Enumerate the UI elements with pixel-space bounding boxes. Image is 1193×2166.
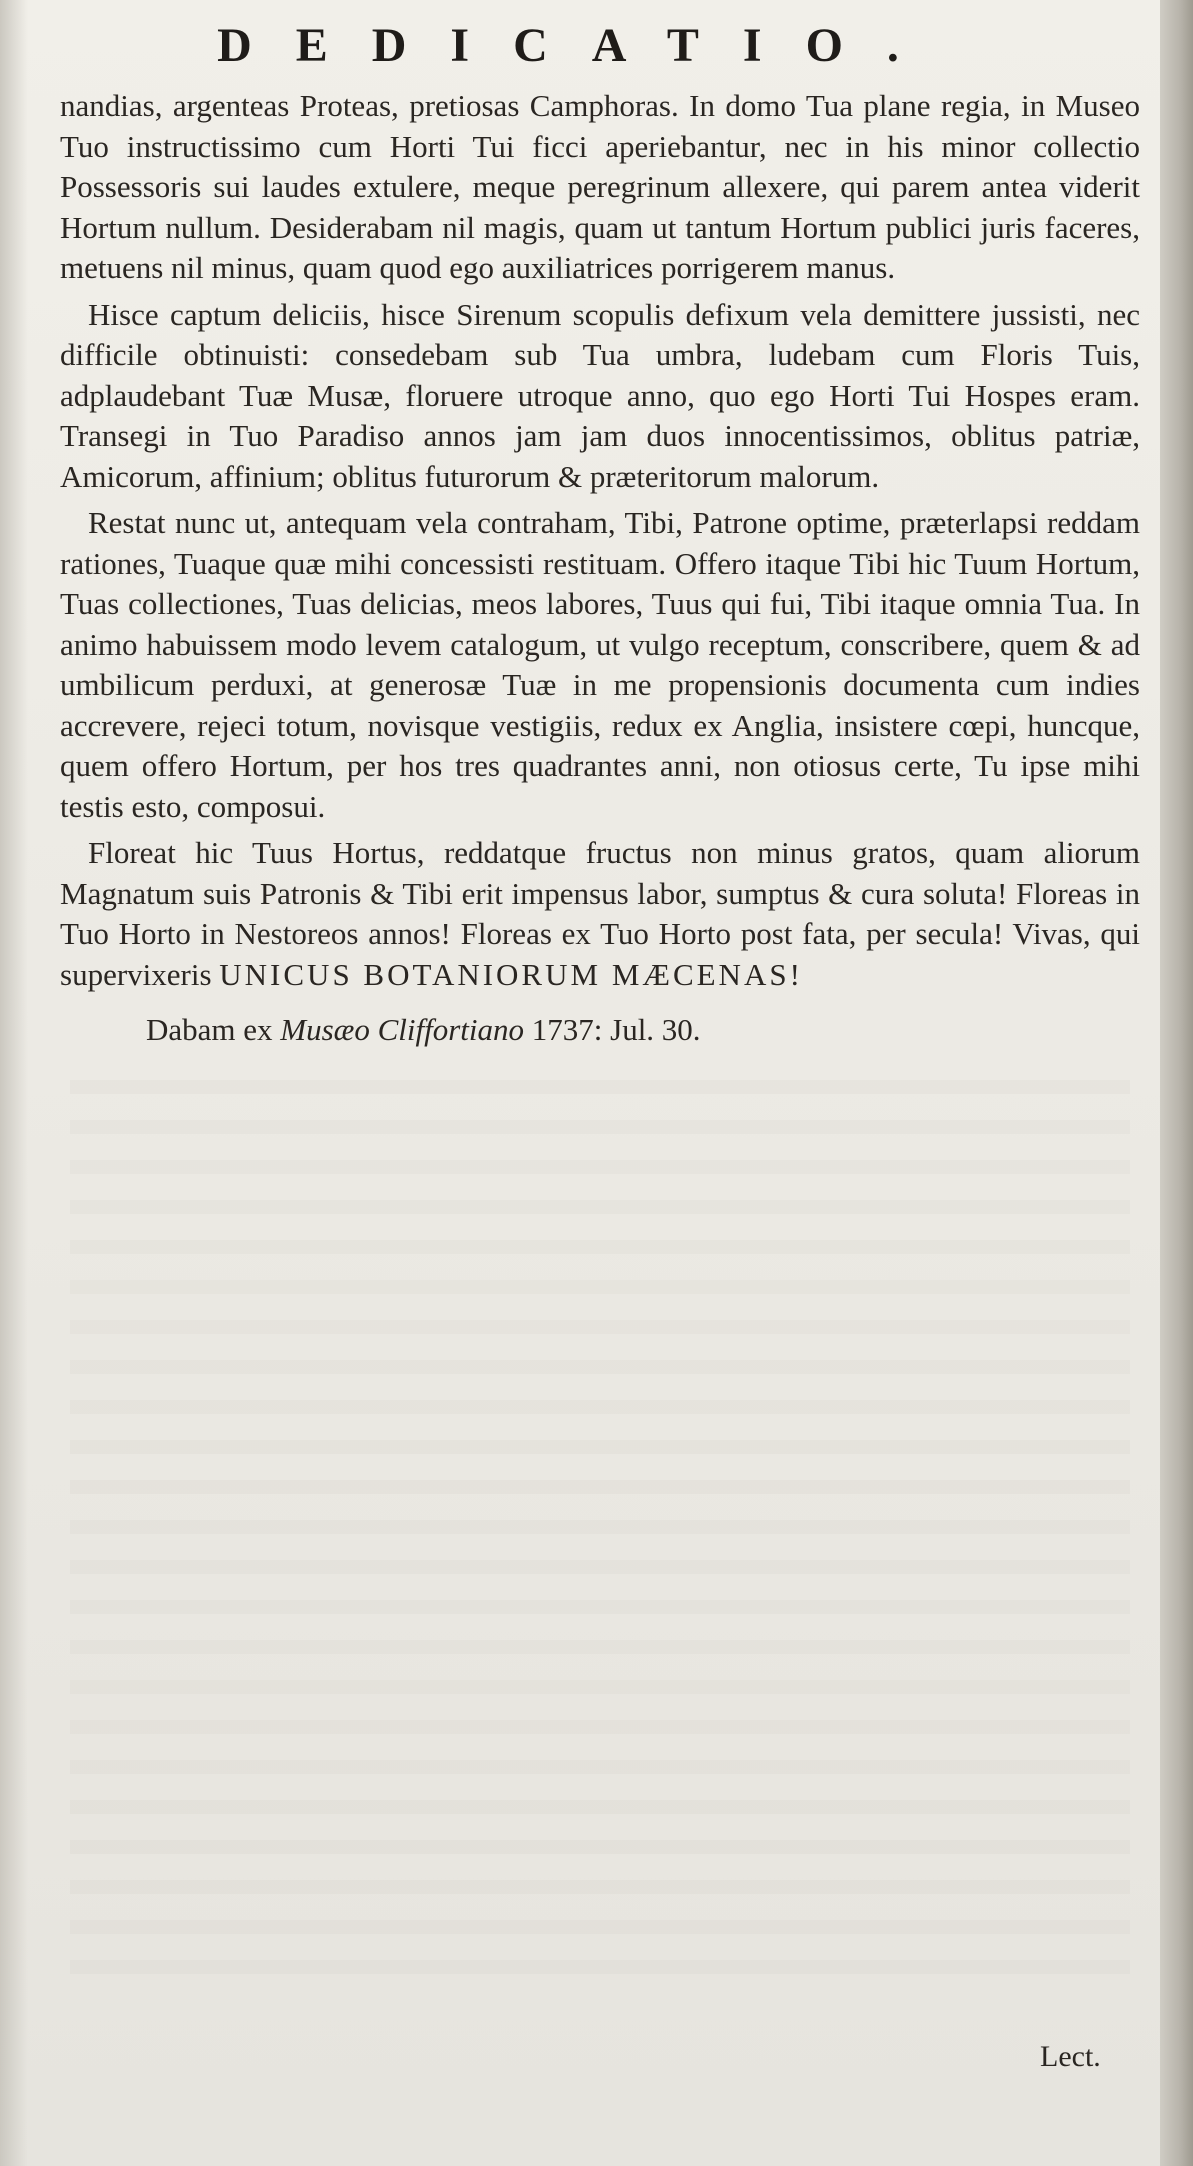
paragraph-2: Hisce captum deliciis, hisce Sirenum scopulis defixum vela demittere jussisti, nec difficile obtinuisti: consedebam sub Tua umbra, ludebam cum Floris Tuis, adplaudebant Tuæ Musæ, floruere utroque anno, quo ego Horti Tui Hospes eram. Transegi in Tuo Paradiso annos jam jam duos innocentissimos, oblitus patriæ, Amicorum, affinium; oblitus futurorum & præteritorum malorum. [60,296,1140,494]
closing-phrase: UNICUS BOTANIORUM MÆCENAS! [219,956,803,992]
catchword: Lect. [1040,2040,1101,2073]
dedication-body [60,86,1140,995]
paragraph-4-text: Floreat hic Tuus Hortus, reddatque fructus non minus gratos, quam aliorum Magnatum suis Patronis & Tibi erit impensus labor, sumptus & cura soluta! Floreas in Tuo Horto in Nestoreos annos! Floreas ex Tuo Horto post fata, per secula! Vivas, qui supervixeris [60,835,1140,992]
paragraph-4 [60,833,1140,995]
show-through-text [70,1080,1130,1980]
gutter-shadow [0,0,28,2166]
page-edge [1160,0,1193,2166]
dating-prefix: Dabam ex [146,1012,273,1047]
dating-place: Musæo Cliffortiano [280,1012,525,1047]
page-title: DEDICATIO. [217,19,943,72]
dating-line [146,1012,701,1048]
dating-date: 1737: Jul. 30. [531,1012,701,1047]
paragraph-3: Restat nunc ut, antequam vela contraham, Tibi, Patrone optime, præterlapsi reddam rationes, Tuaque quæ mihi concessisti restituam. Offero itaque Tibi hic Tuum Hortum, Tuas collectiones, Tuas delicias, meos labores, Tuus qui fui, Tibi itaque omnia Tua. In animo habuissem modo levem catalogum, ut vulgo receptum, conscribere, quem & ad umbilicum perduxi, at generosæ Tuæ in me propensionis documenta cum indies accrevere, rejeci totum, novisque vestigiis, redux ex Anglia, insistere cœpi, huncque, quem offero Hortum, per hos tres quadrantes anni, non otiosus certe, Tu ipse mihi testis esto, composui. [60,505,1140,824]
paragraph-1: nandias, argenteas Proteas, pretiosas Camphoras. In domo Tua plane regia, in Museo Tuo instructissimo cum Horti Tui ficci aperiebantur, nec in his minor collectio Possessoris sui laudes extulere, meque peregrinum allexere, qui parem antea viderit Hortum nullum. Desiderabam nil magis, quam ut tantum Hortum publici juris faceres, metuens nil minus, quam quod ego auxiliatrices porrigerem manus. [60,88,1140,285]
